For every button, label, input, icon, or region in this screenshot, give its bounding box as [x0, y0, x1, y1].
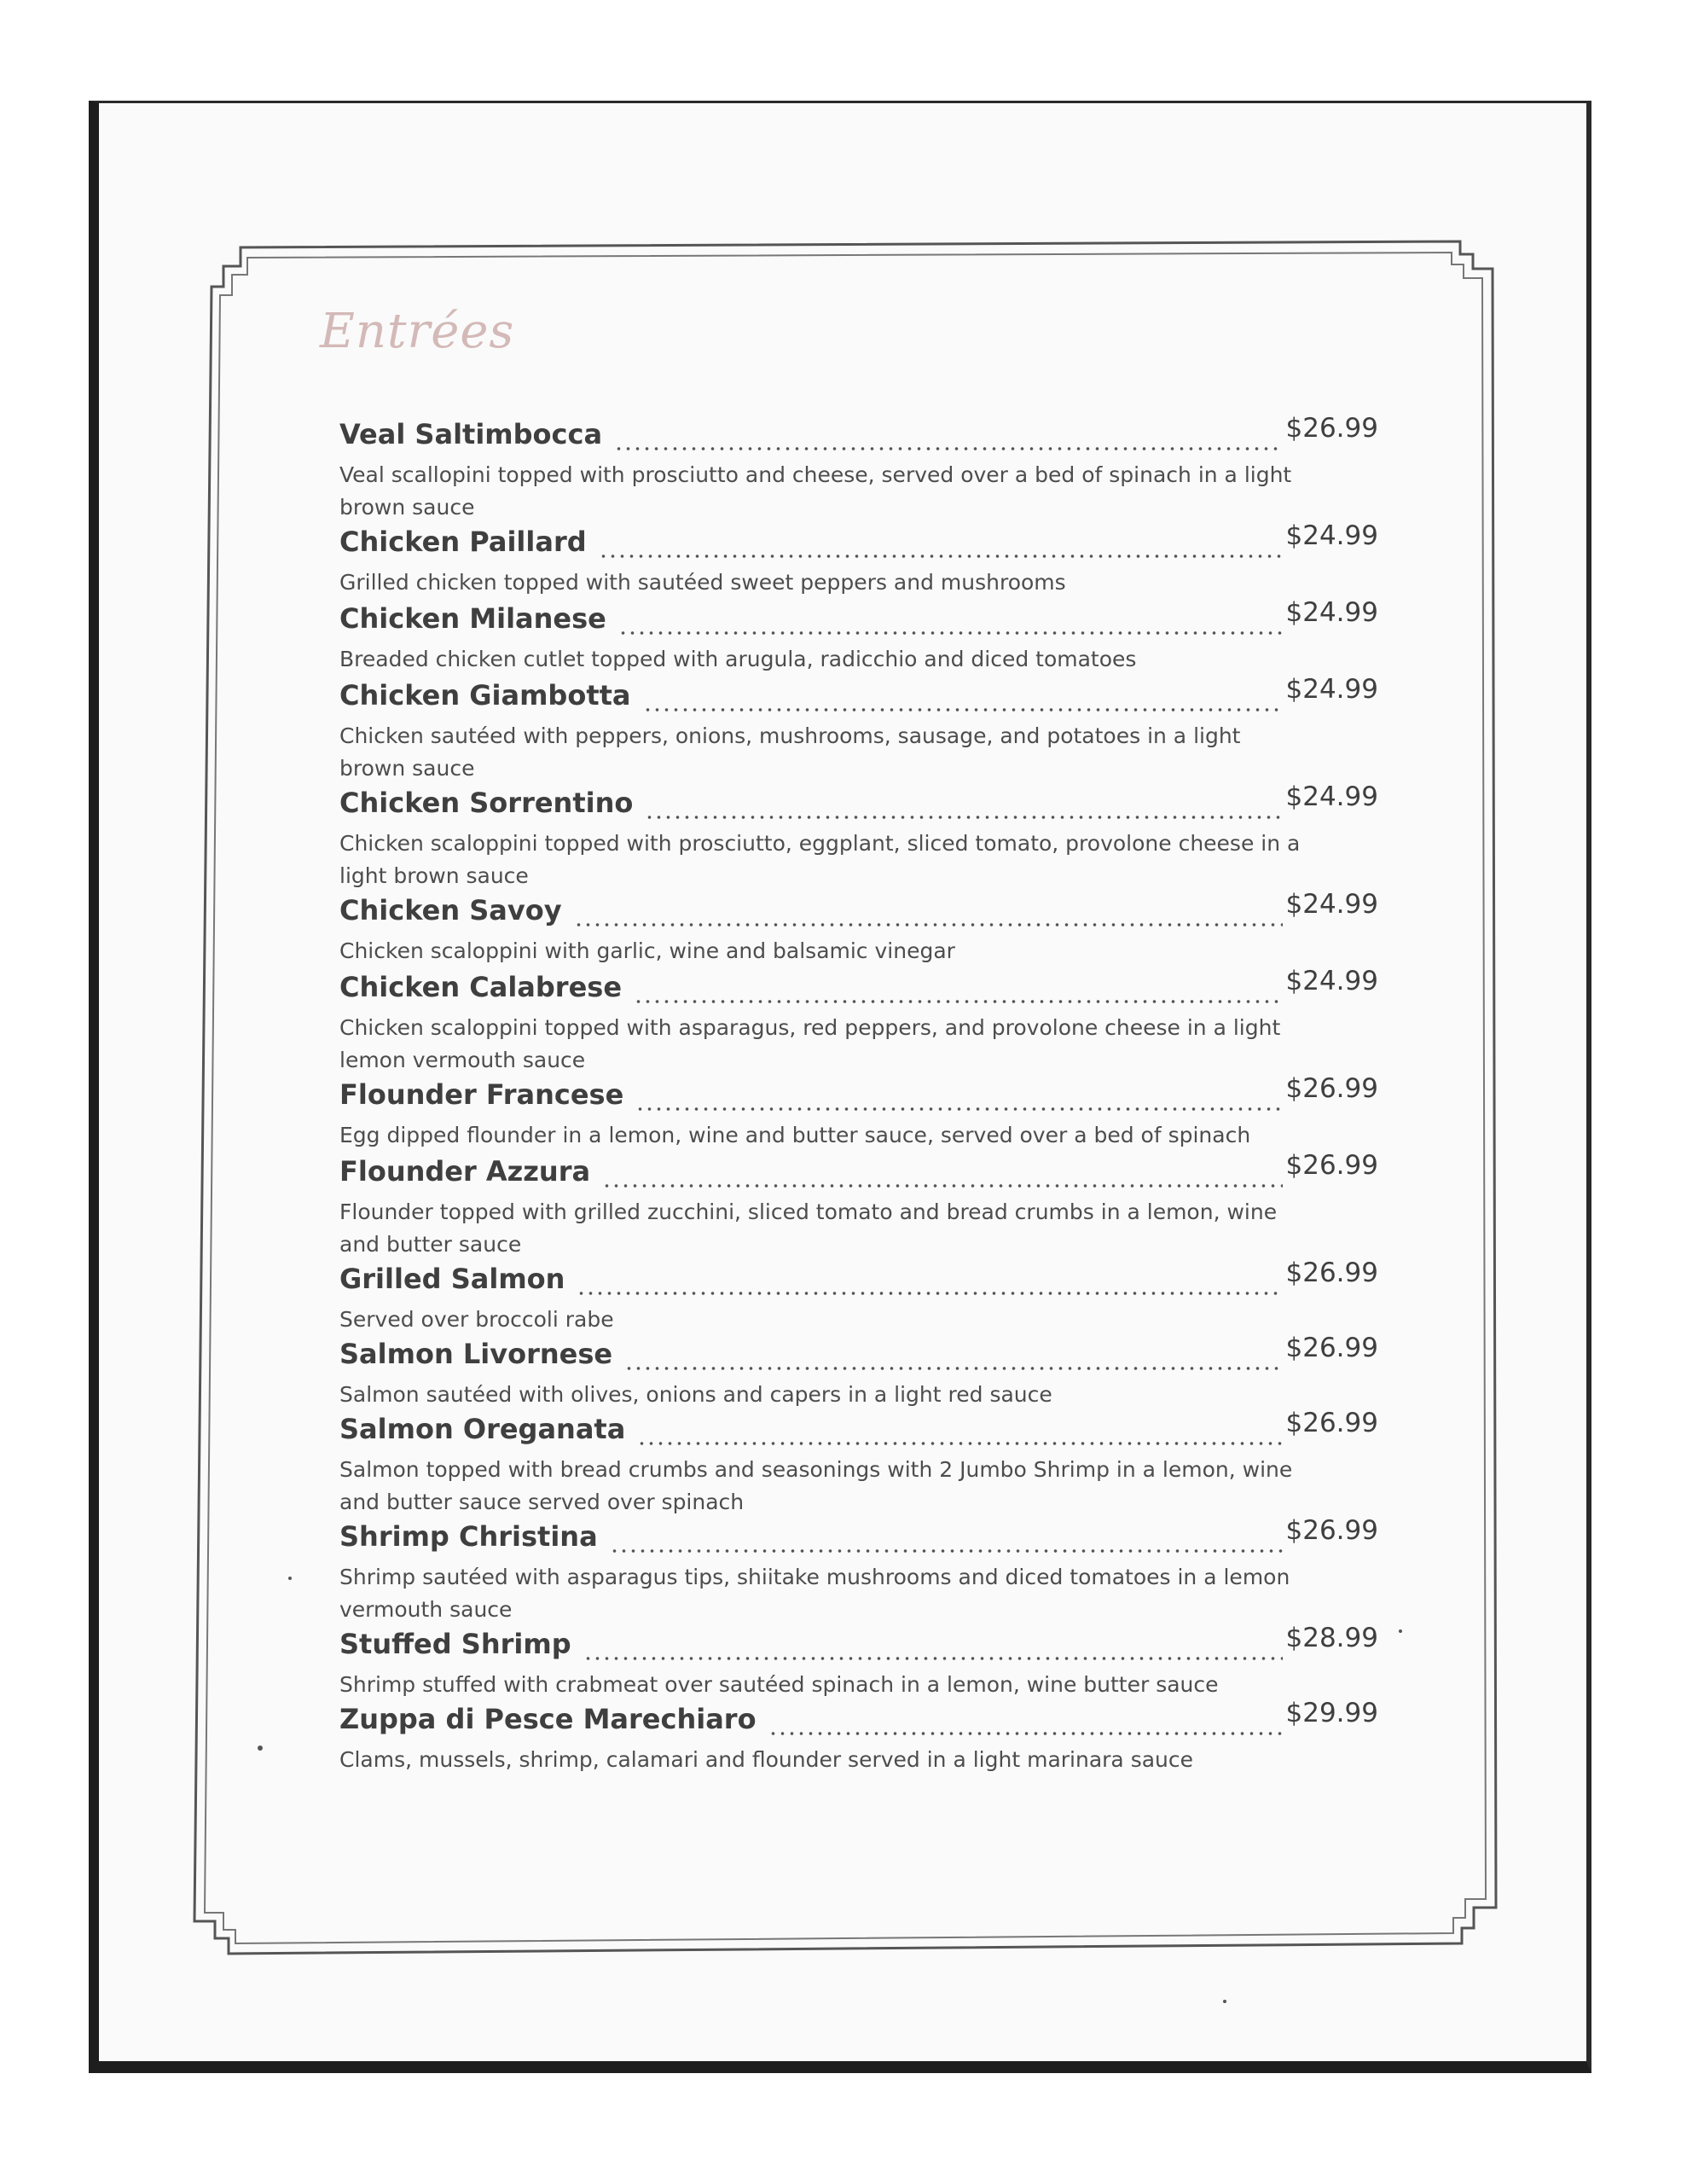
item-name: Chicken Giambotta [339, 679, 631, 712]
item-name: Chicken Savoy [339, 894, 562, 926]
dot-leader [645, 816, 1282, 819]
item-price: $26.99 [1285, 1150, 1378, 1181]
item-name: Chicken Sorrentino [339, 787, 634, 819]
menu-item [339, 413, 1378, 524]
item-name: Chicken Milanese [339, 602, 606, 635]
item-name: Salmon Oreganata [339, 1413, 626, 1445]
item-name: Veal Saltimbocca [339, 418, 603, 450]
item-price: $24.99 [1285, 781, 1378, 812]
item-description: Chicken scaloppini topped with prosciutto, eggplant, sliced tomato, provolone cheese in a light brown sauce [339, 831, 1301, 888]
item-description: Grilled chicken topped with sautéed sweet peppers and mushrooms [339, 570, 1066, 595]
item-name: Chicken Paillard [339, 526, 587, 558]
menu-item [339, 520, 1378, 599]
item-price: $26.99 [1285, 1408, 1378, 1438]
item-description: Chicken scaloppini with garlic, wine and balsamic vinegar [339, 938, 955, 963]
item-description: Served over broccoli rabe [339, 1307, 614, 1332]
item-description: Egg dipped flounder in a lemon, wine and butter sauce, served over a bed of spinach [339, 1123, 1251, 1147]
dot-leader [618, 631, 1283, 635]
menu-item [339, 1698, 1378, 1776]
item-price: $26.99 [1285, 1515, 1378, 1546]
scan-speck [1399, 1629, 1402, 1633]
item-description: Salmon topped with bread crumbs and seasonings with 2 Jumbo Shrimp in a lemon, wine and butter sauce served over spinach [339, 1457, 1293, 1514]
dot-leader [599, 555, 1283, 558]
menu-item [339, 781, 1378, 892]
item-price: $29.99 [1285, 1698, 1378, 1728]
dot-leader [635, 1107, 1282, 1111]
item-price: $26.99 [1285, 1258, 1378, 1288]
dot-leader [574, 923, 1283, 926]
item-name: Shrimp Christina [339, 1520, 598, 1553]
menu-item [339, 1623, 1378, 1701]
scan-speck [288, 1577, 292, 1580]
menu-item [339, 597, 1378, 676]
item-price: $24.99 [1285, 597, 1378, 628]
item-price: $24.99 [1285, 674, 1378, 705]
item-description: Shrimp stuffed with crabmeat over sautéed spinach in a lemon, wine butter sauce [339, 1672, 1219, 1697]
item-name: Salmon Livornese [339, 1338, 613, 1370]
item-description: Breaded chicken cutlet topped with arugula, radicchio and diced tomatoes [339, 647, 1137, 671]
dot-leader [614, 447, 1282, 450]
scan-speck [258, 1745, 263, 1751]
item-name: Chicken Calabrese [339, 971, 623, 1003]
item-name: Stuffed Shrimp [339, 1628, 571, 1660]
menu-item [339, 1333, 1378, 1411]
menu-item [339, 966, 1378, 1077]
item-name: Grilled Salmon [339, 1263, 565, 1295]
item-description: Chicken sautéed with peppers, onions, mushrooms, sausage, and potatoes in a light brown sauce [339, 723, 1241, 781]
item-description: Chicken scaloppini topped with asparagus, red peppers, and provolone cheese in a light lemon vermouth sauce [339, 1015, 1281, 1072]
dot-leader [643, 708, 1283, 712]
item-name: Flounder Francese [339, 1078, 624, 1111]
item-price: $24.99 [1285, 966, 1378, 996]
dot-leader [634, 1000, 1282, 1003]
dot-leader [624, 1367, 1282, 1370]
item-name: Zuppa di Pesce Marechiaro [339, 1703, 757, 1735]
item-price: $28.99 [1285, 1623, 1378, 1653]
scan-speck [1223, 2000, 1226, 2003]
dot-leader [577, 1292, 1282, 1295]
menu-item [339, 674, 1378, 785]
item-description: Flounder topped with grilled zucchini, sliced tomato and bread crumbs in a lemon, wine and butter sauce [339, 1199, 1278, 1257]
item-description: Clams, mussels, shrimp, calamari and flounder served in a light marinara sauce [339, 1747, 1194, 1772]
item-price: $26.99 [1285, 1073, 1378, 1104]
menu-item [339, 1073, 1378, 1152]
menu-item [339, 1515, 1378, 1626]
menu-item [339, 1408, 1378, 1519]
menu-item [339, 1258, 1378, 1336]
section-title: Entrées [320, 304, 515, 359]
item-description: Shrimp sautéed with asparagus tips, shiitake mushrooms and diced tomatoes in a lemon vermouth sauce [339, 1565, 1290, 1622]
menu-item [339, 889, 1378, 967]
item-description: Veal scallopini topped with prosciutto and cheese, served over a bed of spinach in a light brown sauce [339, 462, 1292, 520]
item-price: $26.99 [1285, 413, 1378, 444]
item-price: $24.99 [1285, 520, 1378, 551]
dot-leader [602, 1184, 1282, 1188]
item-price: $26.99 [1285, 1333, 1378, 1363]
menu-item [339, 1150, 1378, 1261]
dot-leader [583, 1657, 1283, 1660]
item-name: Flounder Azzura [339, 1155, 591, 1188]
dot-leader [610, 1549, 1283, 1553]
dot-leader [768, 1732, 1283, 1735]
item-price: $24.99 [1285, 889, 1378, 920]
dot-leader [637, 1442, 1282, 1445]
item-description: Salmon sautéed with olives, onions and capers in a light red sauce [339, 1382, 1052, 1407]
